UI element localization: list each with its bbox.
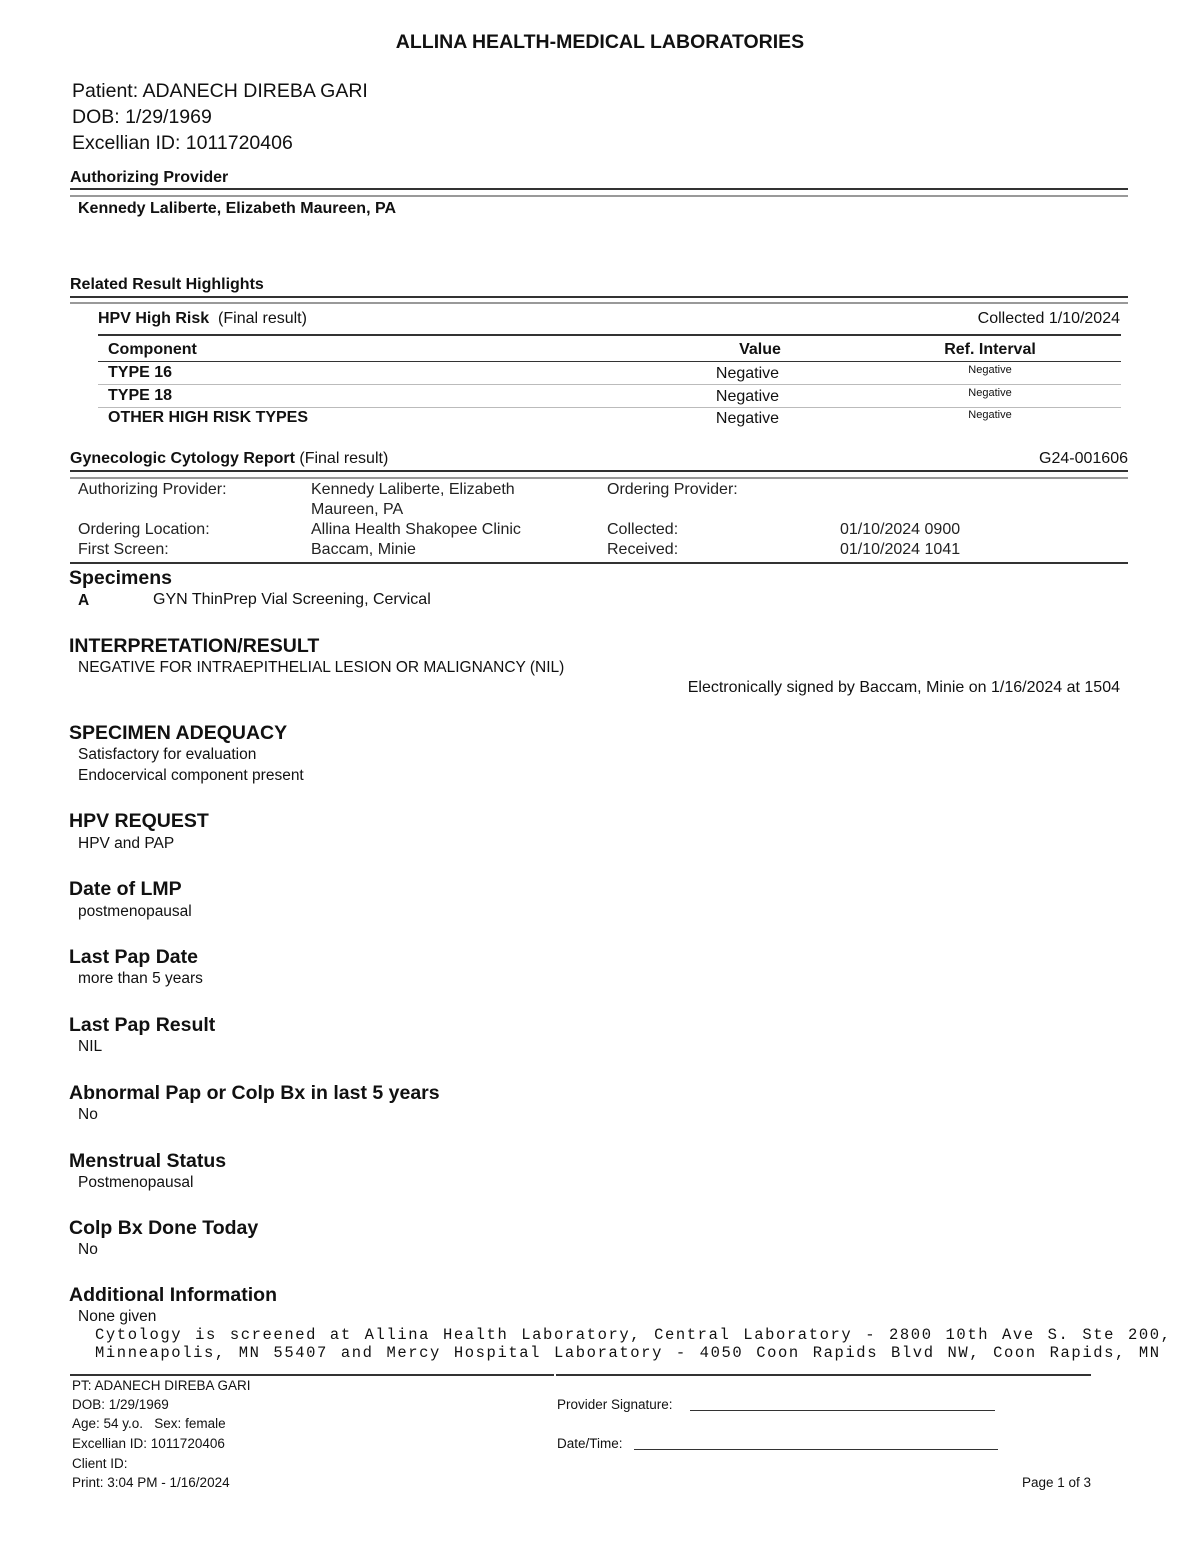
lab-location-note-2: Minneapolis, MN 55407 and Mercy Hospital Laboratory - 4050 Coon Rapids Blvd NW, Coon Rapids, MN: [95, 1344, 1161, 1362]
abnormal-pap-heading: Abnormal Pap or Colp Bx in last 5 years: [69, 1082, 440, 1104]
abnormal-pap-text: No: [78, 1106, 98, 1123]
adequacy-heading: SPECIMEN ADEQUACY: [69, 722, 288, 744]
divider: [98, 334, 1121, 336]
highlights-label: Related Result Highlights: [70, 276, 264, 293]
cytology-report-name: Gynecologic Cytology Report: [70, 450, 295, 467]
electronic-signature: Electronically signed by Baccam, Minie on 1/16/2024 at 1504: [687, 679, 1120, 696]
divider: [70, 477, 1128, 479]
footer-divider: [556, 1374, 1091, 1376]
cytology-status: (Final result): [299, 450, 389, 467]
hpv-collected: Collected 1/10/2024: [977, 310, 1120, 327]
ordering-location-label: Ordering Location:: [78, 521, 210, 538]
last-pap-date-heading: Last Pap Date: [69, 946, 198, 968]
table-row: [0, 387, 1200, 409]
page-number: Page 1 of 3: [1021, 1475, 1091, 1490]
divider: [98, 384, 1121, 385]
specimen-letter: A: [78, 592, 90, 609]
footer-client-id: Client ID:: [72, 1456, 128, 1471]
specimen-description: GYN ThinPrep Vial Screening, Cervical: [153, 591, 431, 608]
adequacy-line-2: Endocervical component present: [78, 767, 304, 784]
colp-bx-text: No: [78, 1241, 98, 1258]
component-value: Negative: [715, 365, 780, 382]
auth-provider-value-2: Maureen, PA: [311, 501, 404, 518]
collected-label: Collected:: [607, 521, 679, 538]
first-screen-label: First Screen:: [78, 541, 169, 558]
lab-title: ALLINA HEALTH-MEDICAL LABORATORIES: [395, 31, 805, 53]
specimens-heading: Specimens: [69, 567, 172, 589]
divider: [98, 361, 1121, 362]
lmp-text: postmenopausal: [78, 903, 192, 920]
component-value: Negative: [715, 410, 780, 427]
accession-number: G24-001606: [1039, 450, 1128, 467]
component-value: Negative: [715, 388, 780, 405]
hpv-request-heading: HPV REQUEST: [69, 810, 209, 832]
footer-print-time: Print: 3:04 PM - 1/16/2024: [72, 1475, 230, 1490]
lab-location-note-1: Cytology is screened at Allina Health Laboratory, Central Laboratory - 2800 10th Ave S. Ste 200,: [95, 1326, 1172, 1344]
provider-signature-line: [690, 1410, 995, 1411]
date-time-line: [634, 1449, 998, 1450]
patient-name: Patient: ADANECH DIREBA GARI: [72, 80, 368, 102]
interpretation-result: NEGATIVE FOR INTRAEPITHELIAL LESION OR MALIGNANCY (NIL): [78, 659, 565, 676]
cytology-title: [70, 450, 388, 468]
hpv-test-title: [98, 310, 307, 328]
last-pap-result-heading: Last Pap Result: [69, 1014, 216, 1036]
hpv-test-status: (Final result): [218, 310, 307, 327]
table-row: [0, 409, 1200, 431]
col-header-component: Component: [108, 341, 197, 358]
collected-value: 01/10/2024 0900: [840, 521, 961, 538]
divider: [70, 296, 1128, 298]
authorizing-provider-label: Authorizing Provider: [70, 169, 229, 186]
additional-info-heading: Additional Information: [69, 1284, 277, 1306]
divider: [70, 188, 1128, 190]
divider: [70, 562, 1128, 564]
divider: [98, 407, 1121, 408]
divider: [70, 302, 1128, 304]
authorizing-provider-name: Kennedy Laliberte, Elizabeth Maureen, PA: [78, 200, 396, 217]
date-time-label: Date/Time:: [557, 1436, 623, 1451]
hpv-request-text: HPV and PAP: [78, 835, 175, 852]
component-ref: Negative: [968, 364, 1012, 376]
auth-provider-label: Authorizing Provider:: [78, 481, 227, 498]
divider: [70, 195, 1128, 197]
additional-info-text: None given: [78, 1308, 157, 1325]
component-name: TYPE 16: [108, 364, 173, 381]
auth-provider-value-1: Kennedy Laliberte, Elizabeth: [311, 481, 515, 498]
footer-divider: [70, 1374, 554, 1376]
ordering-provider-label: Ordering Provider:: [607, 481, 738, 498]
footer-patient: PT: ADANECH DIREBA GARI: [72, 1378, 251, 1393]
received-value: 01/10/2024 1041: [840, 541, 961, 558]
component-name: OTHER HIGH RISK TYPES: [108, 409, 309, 426]
component-name: TYPE 18: [108, 387, 173, 404]
component-ref: Negative: [968, 387, 1012, 399]
ordering-location-value: Allina Health Shakopee Clinic: [311, 521, 521, 538]
lmp-heading: Date of LMP: [69, 878, 182, 900]
table-row: [0, 364, 1200, 386]
col-header-ref: Ref. Interval: [944, 341, 1036, 358]
received-label: Received:: [607, 541, 679, 558]
footer-excellian-id: Excellian ID: 1011720406: [72, 1436, 225, 1451]
adequacy-line-1: Satisfactory for evaluation: [78, 746, 257, 763]
provider-signature-label: Provider Signature:: [557, 1397, 673, 1412]
interpretation-heading: INTERPRETATION/RESULT: [69, 635, 320, 657]
last-pap-date-text: more than 5 years: [78, 970, 203, 987]
last-pap-result-text: NIL: [78, 1038, 103, 1055]
menstrual-status-text: Postmenopausal: [78, 1174, 194, 1191]
col-header-value: Value: [739, 341, 781, 358]
component-ref: Negative: [968, 409, 1012, 421]
menstrual-status-heading: Menstrual Status: [69, 1150, 227, 1172]
patient-dob: DOB: 1/29/1969: [72, 106, 212, 128]
divider: [70, 470, 1128, 472]
footer-age-sex: Age: 54 y.o. Sex: female: [72, 1416, 226, 1431]
footer-dob: DOB: 1/29/1969: [72, 1397, 169, 1412]
colp-bx-heading: Colp Bx Done Today: [69, 1217, 259, 1239]
excellian-id: Excellian ID: 1011720406: [72, 132, 293, 154]
first-screen-value: Baccam, Minie: [311, 541, 416, 558]
hpv-test-name: HPV High Risk: [98, 310, 210, 327]
